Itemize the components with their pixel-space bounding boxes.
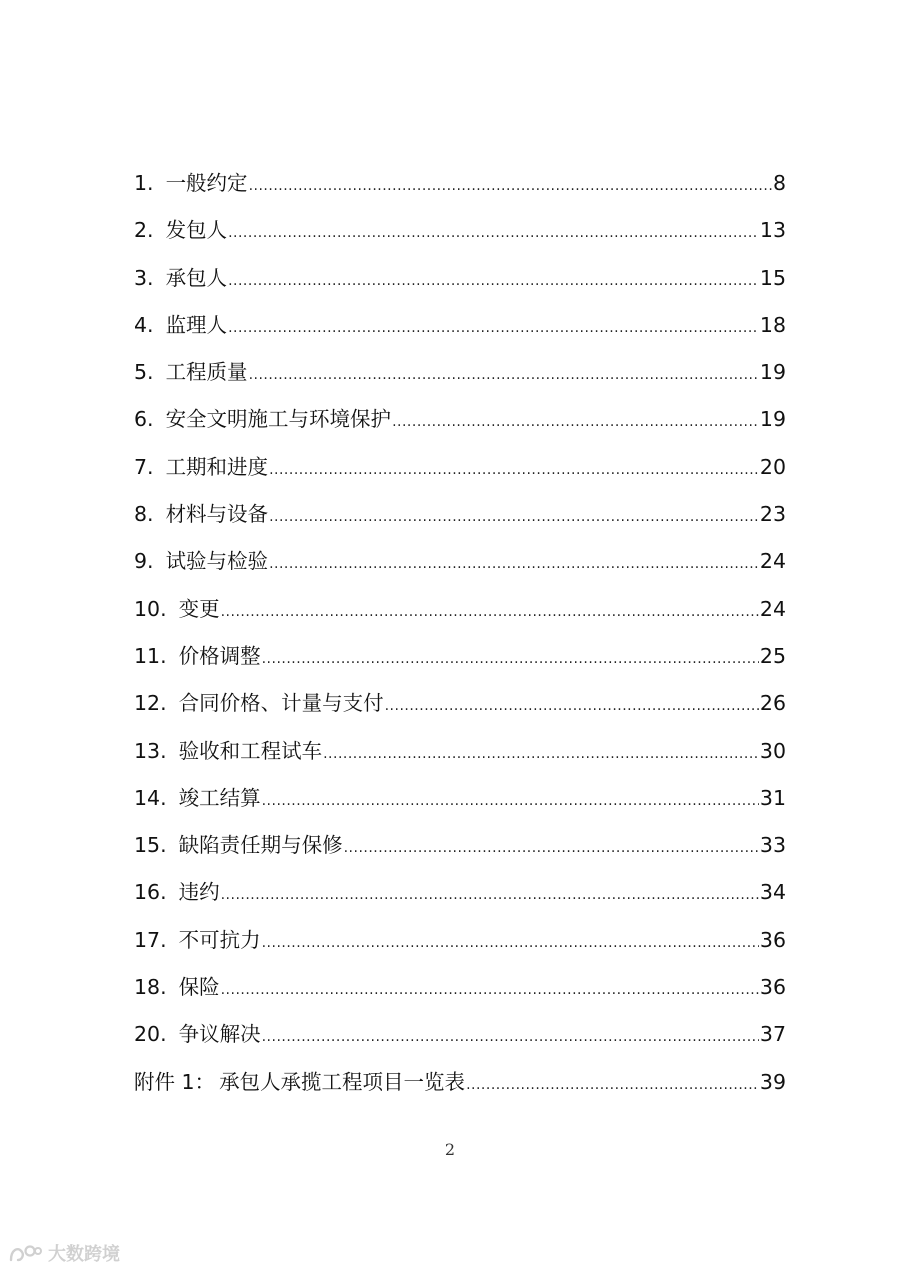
toc-dot-leader bbox=[262, 778, 759, 825]
toc-entry-number: 15. bbox=[134, 833, 167, 858]
toc-entry-title: 保险 bbox=[178, 975, 220, 1000]
toc-entry-title: 争议解决 bbox=[178, 1022, 261, 1047]
toc-entry-title: 一般约定 bbox=[165, 171, 248, 195]
toc-entry-title: 合同价格、计量与支付 bbox=[178, 691, 384, 716]
toc-entry-page: 15 bbox=[759, 265, 786, 290]
toc-entry-page: 36 bbox=[759, 975, 786, 1000]
toc-entry[interactable] bbox=[134, 633, 786, 680]
watermark-text: 大数跨境 bbox=[48, 1244, 120, 1265]
toc-entry-title: 材料与设备 bbox=[165, 502, 269, 527]
toc-entry[interactable] bbox=[134, 207, 786, 254]
toc-entry-page: 8 bbox=[772, 171, 786, 195]
toc-entry-page: 24 bbox=[759, 549, 786, 574]
toc-entry-number: 8. bbox=[134, 502, 154, 527]
toc-entry-title: 变更 bbox=[178, 596, 220, 621]
toc-entry-number: 3. bbox=[134, 265, 154, 290]
toc-entry[interactable] bbox=[134, 1011, 786, 1058]
toc-entry-page: 37 bbox=[759, 1022, 786, 1047]
toc-dot-leader bbox=[262, 636, 759, 683]
toc-dot-leader bbox=[221, 589, 759, 636]
toc-dot-leader bbox=[392, 399, 759, 446]
toc-entry-number: 12. bbox=[134, 691, 167, 716]
toc-entry-number: 14. bbox=[134, 785, 167, 810]
toc-entry-number: 1. bbox=[134, 171, 154, 195]
toc-dot-leader bbox=[262, 1014, 759, 1061]
toc-entry[interactable] bbox=[134, 349, 786, 396]
toc-entry[interactable] bbox=[134, 444, 786, 491]
toc-entry-title: 试验与检验 bbox=[165, 549, 269, 574]
toc-entry-page: 34 bbox=[759, 880, 786, 905]
toc-entry-title: 工期和进度 bbox=[165, 454, 269, 479]
toc-entry[interactable] bbox=[134, 160, 786, 207]
toc-entry-number: 5. bbox=[134, 360, 154, 385]
toc-dot-leader bbox=[228, 305, 759, 352]
toc-entry-page: 20 bbox=[759, 454, 786, 479]
toc-entry[interactable] bbox=[134, 680, 786, 727]
toc-dot-leader bbox=[269, 541, 759, 588]
toc-entry-page: 30 bbox=[759, 738, 786, 763]
toc-entry-number: 13. bbox=[134, 738, 167, 763]
toc-entry-title: 竣工结算 bbox=[178, 785, 261, 810]
toc-entry-number: 16. bbox=[134, 880, 167, 905]
toc-entry-title: 工程质量 bbox=[165, 360, 248, 385]
toc-entry-page: 18 bbox=[759, 312, 786, 337]
toc-entry-title: 违约 bbox=[178, 880, 220, 905]
toc-entry[interactable] bbox=[134, 917, 786, 964]
watermark bbox=[8, 1240, 120, 1266]
toc-entry-title: 不可抗力 bbox=[178, 927, 261, 952]
toc-dot-leader bbox=[249, 352, 759, 399]
toc-entry-page: 39 bbox=[759, 1069, 786, 1094]
toc-entry-title: 缺陷责任期与保修 bbox=[178, 833, 343, 858]
toc-dot-leader bbox=[221, 967, 759, 1014]
toc-entry-number: 4. bbox=[134, 312, 154, 337]
toc-entry-title: 监理人 bbox=[165, 312, 228, 337]
toc-dot-leader bbox=[262, 920, 759, 967]
toc-entry-page: 26 bbox=[759, 691, 786, 716]
toc-dot-leader bbox=[269, 447, 759, 494]
toc-entry-page: 13 bbox=[759, 218, 786, 243]
toc-entry[interactable] bbox=[134, 869, 786, 916]
toc-entry-title: 验收和工程试车 bbox=[178, 738, 323, 763]
toc-dot-leader bbox=[323, 731, 759, 778]
watermark-logo-icon bbox=[8, 1242, 42, 1264]
toc-entry-number: 10. bbox=[134, 596, 167, 621]
toc-entry-title: 价格调整 bbox=[178, 643, 261, 668]
toc-entry-page: 19 bbox=[759, 360, 786, 385]
toc-entry-number: 11. bbox=[134, 643, 167, 668]
toc-entry-page: 36 bbox=[759, 927, 786, 952]
toc-entry[interactable] bbox=[134, 822, 786, 869]
toc-entry-number: 20. bbox=[134, 1022, 167, 1047]
toc-entry[interactable] bbox=[134, 538, 786, 585]
toc-entry-number: 18. bbox=[134, 975, 167, 1000]
toc-entry-page: 25 bbox=[759, 643, 786, 668]
toc-entry-number: 7. bbox=[134, 454, 154, 479]
toc-entry[interactable] bbox=[134, 302, 786, 349]
toc-entry-page: 23 bbox=[759, 502, 786, 527]
toc-entry-page: 24 bbox=[759, 596, 786, 621]
toc-entry[interactable] bbox=[134, 964, 786, 1011]
toc-entry-number: 17. bbox=[134, 927, 167, 952]
toc-dot-leader bbox=[344, 825, 759, 872]
toc-dot-leader bbox=[249, 163, 772, 210]
toc-entry-title: 安全文明施工与环境保护 bbox=[165, 407, 392, 432]
toc-entry-number: 附件 1： bbox=[134, 1069, 216, 1094]
page-number: 2 bbox=[444, 1140, 456, 1159]
toc-entry-page: 31 bbox=[759, 785, 786, 810]
toc-entry[interactable] bbox=[134, 775, 786, 822]
toc-dot-leader bbox=[466, 1062, 759, 1109]
toc-dot-leader bbox=[228, 210, 759, 257]
toc-dot-leader bbox=[269, 494, 759, 541]
toc-entry-title: 承包人 bbox=[165, 265, 228, 290]
toc-entry-title: 承包人承揽工程项目一览表 bbox=[219, 1069, 466, 1094]
toc-entry-page: 19 bbox=[759, 407, 786, 432]
table-of-contents bbox=[134, 160, 786, 1106]
toc-entry-number: 6. bbox=[134, 407, 154, 432]
toc-entry[interactable] bbox=[134, 396, 786, 443]
toc-entry[interactable] bbox=[134, 728, 786, 775]
toc-entry[interactable] bbox=[134, 586, 786, 633]
toc-dot-leader bbox=[385, 683, 759, 730]
toc-entry[interactable] bbox=[134, 1059, 786, 1106]
toc-entry-number: 9. bbox=[134, 549, 154, 574]
toc-dot-leader bbox=[228, 258, 759, 305]
toc-entry-page: 33 bbox=[759, 833, 786, 858]
toc-entry-number: 2. bbox=[134, 218, 154, 243]
toc-entry[interactable] bbox=[134, 255, 786, 302]
toc-entry-title: 发包人 bbox=[165, 218, 228, 243]
toc-dot-leader bbox=[221, 872, 759, 919]
toc-entry[interactable] bbox=[134, 491, 786, 538]
